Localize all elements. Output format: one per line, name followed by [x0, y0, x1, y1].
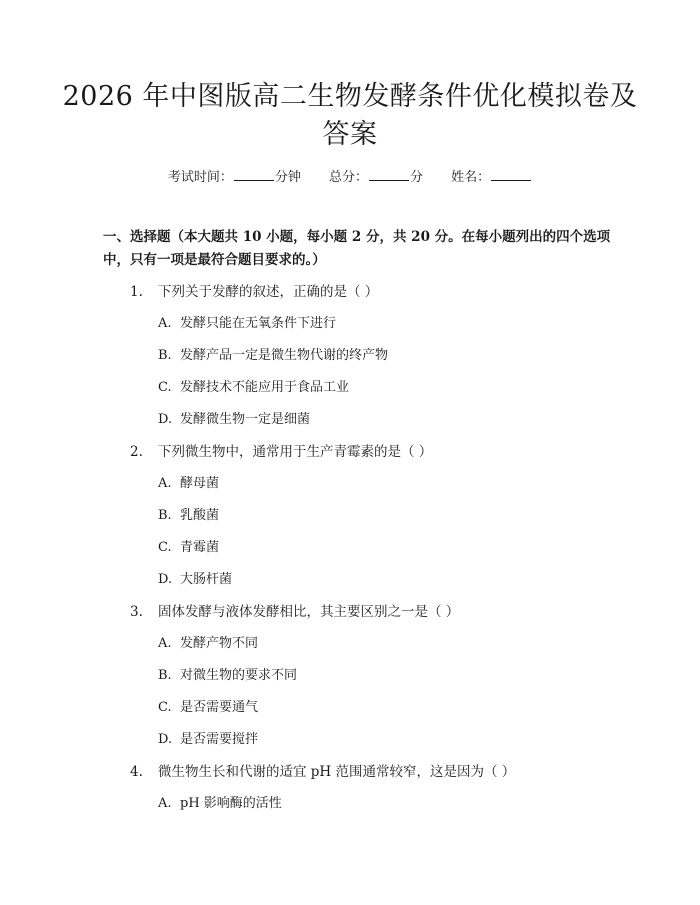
- option-letter: C.: [158, 380, 172, 395]
- question-stem: 微生物生长和代谢的适宜 pH 范围通常较窄，这是因为（ ）: [158, 764, 516, 780]
- exam-meta: [0, 168, 700, 188]
- option-letter: D.: [158, 412, 173, 427]
- name-label: 姓名：: [451, 170, 491, 185]
- question-list: [0, 282, 700, 826]
- time-unit: 分钟: [274, 170, 301, 185]
- answer-option: [0, 378, 700, 410]
- option-letter: D.: [158, 732, 173, 747]
- question-number: 4.: [130, 764, 143, 780]
- option-text: 酵母菌: [180, 476, 220, 491]
- option-text: 是否需要通气: [180, 700, 259, 715]
- option-text: 是否需要搅拌: [180, 732, 259, 747]
- exam-time: [168, 168, 301, 188]
- document-title: 2026 年中图版高二生物发酵条件优化模拟卷及答案: [62, 81, 638, 150]
- question-stem: 固体发酵与液体发酵相比，其主要区别之一是（ ）: [158, 604, 460, 620]
- option-text: 发酵微生物一定是细菌: [180, 412, 311, 427]
- question-stem: 下列关于发酵的叙述，正确的是（ ）: [158, 284, 379, 300]
- option-text: pH 影响酶的活性: [180, 796, 282, 811]
- question-stem: 下列微生物中，通常用于生产青霉素的是（ ）: [158, 444, 433, 460]
- option-text: 对微生物的要求不同: [180, 668, 298, 683]
- answer-option: [0, 634, 700, 666]
- option-letter: D.: [158, 572, 173, 587]
- answer-option: [0, 730, 700, 762]
- student-name: [451, 168, 532, 188]
- section-heading: 一、选择题（本大题共 10 小题，每小题 2 分，共 20 分。在每小题列出的四个选项中，只有一项是最符合题目要求的。）: [103, 229, 611, 268]
- option-letter: B.: [158, 668, 172, 683]
- score-blank: [369, 168, 409, 181]
- option-letter: A.: [158, 796, 172, 811]
- score-unit: 分: [410, 170, 424, 185]
- answer-option: [0, 698, 700, 730]
- question-number: 3.: [130, 604, 143, 620]
- option-letter: A.: [158, 316, 172, 331]
- option-letter: C.: [158, 540, 172, 555]
- question-item: [0, 762, 700, 794]
- question-item: [0, 282, 700, 314]
- option-letter: A.: [158, 636, 172, 651]
- question-number: 1.: [130, 284, 143, 300]
- answer-option: [0, 570, 700, 602]
- option-letter: C.: [158, 700, 172, 715]
- score-label: 总分：: [328, 170, 368, 185]
- option-text: 发酵产物不同: [180, 636, 259, 651]
- answer-option: [0, 474, 700, 506]
- option-text: 青霉菌: [180, 540, 220, 555]
- time-label: 考试时间：: [167, 170, 233, 185]
- question-number: 2.: [130, 444, 143, 460]
- option-text: 发酵技术不能应用于食品工业: [180, 380, 350, 395]
- question-item: [0, 602, 700, 634]
- answer-option: [0, 506, 700, 538]
- question-item: [0, 442, 700, 474]
- answer-option: [0, 314, 700, 346]
- answer-option: [0, 346, 700, 378]
- option-text: 发酵产品一定是微生物代谢的终产物: [180, 348, 389, 363]
- answer-option: [0, 794, 700, 826]
- option-text: 乳酸菌: [180, 508, 220, 523]
- answer-option: [0, 410, 700, 442]
- option-letter: B.: [158, 508, 172, 523]
- name-blank: [491, 168, 531, 181]
- answer-option: [0, 538, 700, 570]
- option-text: 大肠杆菌: [180, 572, 233, 587]
- option-letter: B.: [158, 348, 172, 363]
- answer-option: [0, 666, 700, 698]
- time-blank: [234, 168, 274, 181]
- option-letter: A.: [158, 476, 172, 491]
- total-score: [329, 168, 423, 188]
- option-text: 发酵只能在无氧条件下进行: [180, 316, 337, 331]
